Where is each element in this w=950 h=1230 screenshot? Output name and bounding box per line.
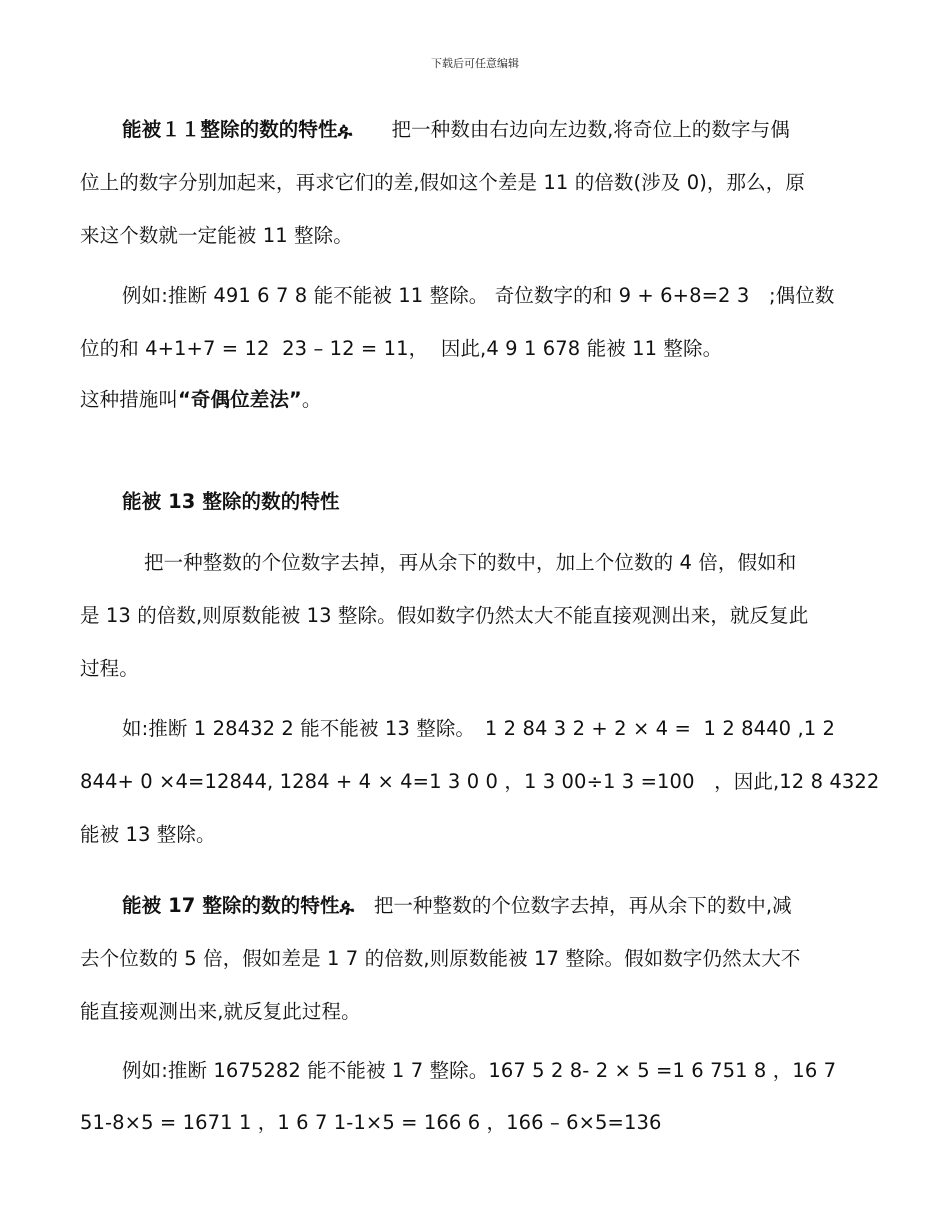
section-11-text: 把一种数由右边向左边数,将奇位上的数字与偶	[352, 118, 790, 141]
section-13-line-2: 是 13 的倍数,则原数能被 13 整除。假如数字仍然太大不能直接观测出来，就反复此	[80, 604, 809, 627]
section-11-line-1	[122, 117, 790, 143]
section-17-line-2: 去个位数的 5 倍，假如差是 1 7 的倍数,则原数能被 17 整除。假如数字仍然太大不	[80, 947, 801, 970]
section-13-line-3: 过程。	[80, 657, 139, 680]
method-intro: 这种措施叫	[80, 388, 179, 411]
method-tail: 。	[301, 388, 322, 411]
section-17-heading: 能被 17 整除的数的特性ዹ	[122, 894, 355, 917]
section-17-line-1	[122, 893, 792, 919]
section-17-line-3: 能直接观测出来,就反复此过程。	[80, 1000, 361, 1023]
section-13-example-line-3: 能被 13 整除。	[80, 823, 216, 846]
section-13-example-line-1: 如:推断 1 28432 2 能不能被 13 整除。 1 2 84 3 2 + 2 × 4 = 1 2 8440 ,1 2	[122, 717, 836, 740]
section-13-line-1: 把一种整数的个位数字去掉，再从余下的数中，加上个位数的 4 倍，假如和	[144, 551, 797, 574]
section-11-line-2: 位上的数字分别加起来，再求它们的差,假如这个差是 11 的倍数(涉及 0)，那么，原	[80, 171, 805, 194]
section-17-text: 把一种整数的个位数字去掉，再从余下的数中,减	[354, 894, 792, 917]
section-13-example-line-2: 844+ 0 ×4=12844, 1284 + 4 × 4=1 3 0 0 ，1 3 00÷1 3 =100 ，因此,12 8 4322	[80, 770, 880, 793]
section-17-example-line-1: 例如:推断 1675282 能不能被 1 7 整除。167 5 2 8- 2 × 5 =1 6 751 8 ，16 7	[122, 1059, 837, 1082]
section-11-example-line-1: 例如:推断 491 6 7 8 能不能被 11 整除。 奇位数字的和 9 + 6+8=2 3 ;偶位数	[122, 284, 835, 307]
section-11-example-line-2: 位的和 4+1+7 = 12 23 – 12 = 11， 因此,4 9 1 678 能被 11 整除。	[80, 337, 723, 360]
section-17-example-line-2: 51-8×5 = 1671 1 ，1 6 7 1-1×5 = 166 6 ，166 – 6×5=136	[80, 1111, 662, 1134]
section-11-line-3: 来这个数就一定能被 11 整除。	[80, 224, 353, 247]
section-11-heading: 能被１１整除的数的特性ዹ	[122, 118, 353, 141]
section-13-heading: 能被 13 整除的数的特性	[122, 490, 340, 513]
page-header: 下载后可任意编辑	[431, 57, 519, 70]
section-11-method-line	[80, 387, 321, 413]
method-name: “奇偶位差法”	[178, 388, 302, 411]
